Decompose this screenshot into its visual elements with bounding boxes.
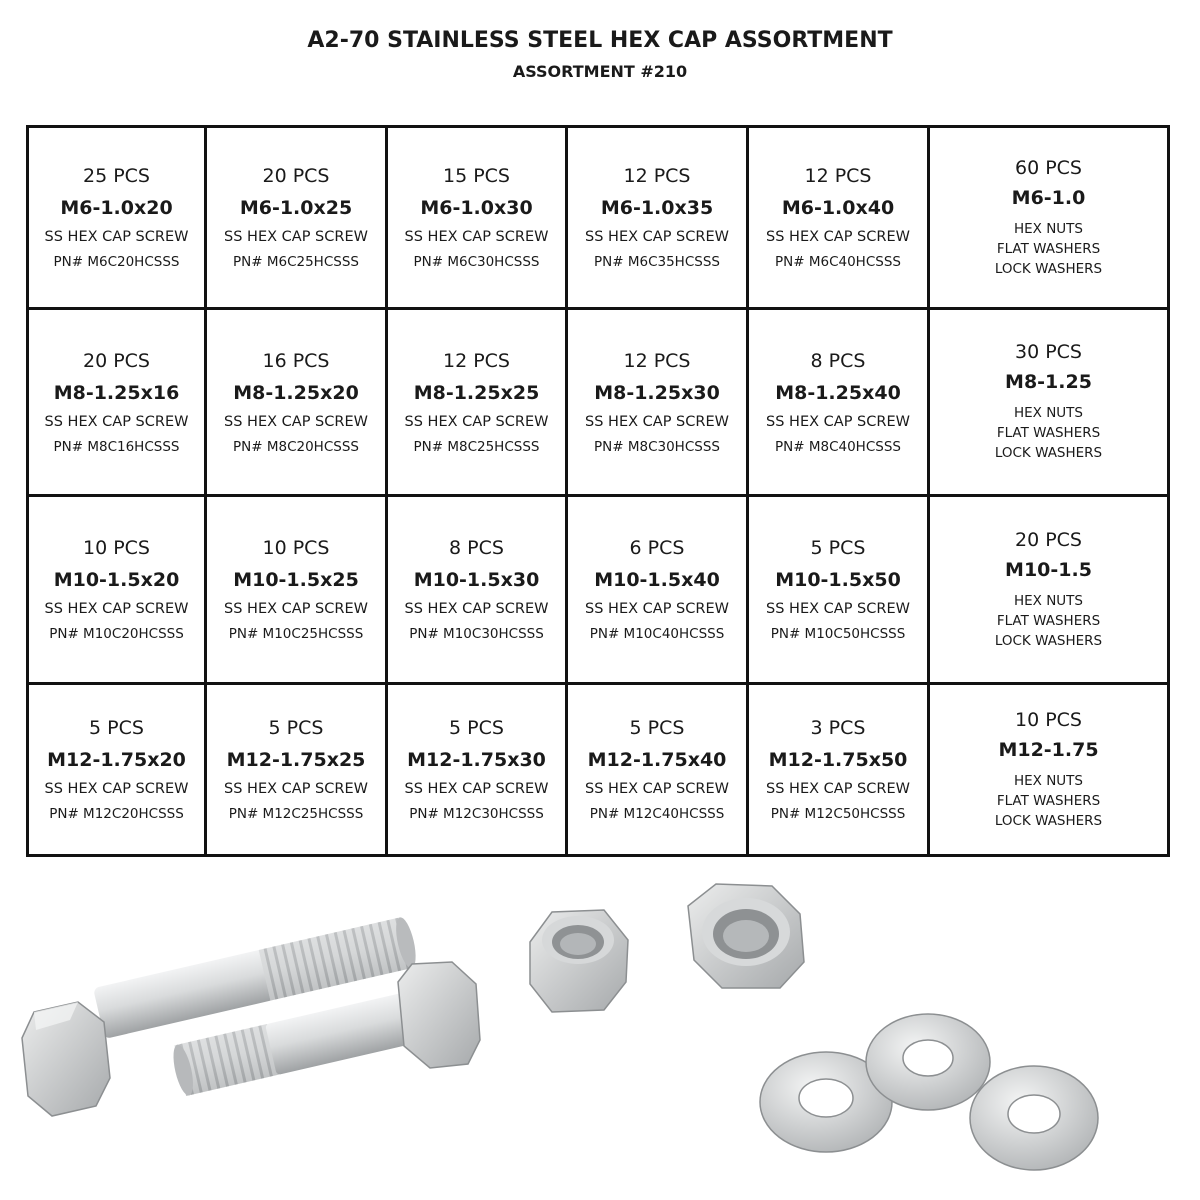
screw-cell xyxy=(568,497,746,682)
part-number-label: PN# M10C20HCSSS xyxy=(49,626,184,642)
hardware-line: HEX NUTS xyxy=(1013,592,1084,609)
flat-washer-icon xyxy=(970,1066,1098,1170)
quantity-label: 12 PCS xyxy=(623,349,691,372)
size-label: M6-1.0x25 xyxy=(239,197,353,219)
description-label: SS HEX CAP SCREW xyxy=(766,413,910,430)
quantity-label: 20 PCS xyxy=(262,165,330,187)
size-label: M10-1.5x25 xyxy=(233,569,359,591)
size-label: M10-1.5x20 xyxy=(53,569,180,591)
part-number-label: PN# M6C30HCSSS xyxy=(413,254,540,270)
hardware-cell xyxy=(930,685,1167,854)
hardware-line: FLAT WASHERS xyxy=(996,425,1101,441)
screw-cell xyxy=(29,497,204,682)
description-label: SS HEX CAP SCREW xyxy=(766,781,910,797)
description-label: SS HEX CAP SCREW xyxy=(224,601,368,617)
description-label: SS HEX CAP SCREW xyxy=(44,601,189,617)
part-number-label: PN# M12C50HCSSS xyxy=(770,806,906,822)
description-label: SS HEX CAP SCREW xyxy=(44,229,189,245)
screw-cell xyxy=(29,685,204,854)
part-number-label: PN# M12C40HCSSS xyxy=(589,806,725,822)
hardware-line: HEX NUTS xyxy=(1013,220,1084,237)
description-label: SS HEX CAP SCREW xyxy=(224,781,368,797)
screw-cell xyxy=(568,128,746,307)
quantity-label: 20 PCS xyxy=(82,349,150,372)
screw-cell xyxy=(568,310,746,494)
quantity-label: 16 PCS xyxy=(262,349,330,372)
part-number-label: PN# M6C25HCSSS xyxy=(233,254,359,270)
quantity-label: 5 PCS xyxy=(449,717,504,739)
quantity-label: 12 PCS xyxy=(623,165,691,187)
description-label: SS HEX CAP SCREW xyxy=(404,601,549,617)
hardware-line: HEX NUTS xyxy=(1013,405,1084,421)
part-number-label: PN# M12C25HCSSS xyxy=(228,806,364,822)
description-label: SS HEX CAP SCREW xyxy=(766,601,910,617)
screw-cell xyxy=(388,685,565,854)
hex-nut-icon xyxy=(530,910,628,1012)
hardware-cell xyxy=(930,497,1167,682)
hardware-line: HEX NUTS xyxy=(1013,772,1084,789)
quantity-label: 6 PCS xyxy=(629,537,685,559)
hardware-line: LOCK WASHERS xyxy=(994,260,1103,277)
quantity-label: 25 PCS xyxy=(82,165,150,187)
hex-nut-icon xyxy=(688,884,804,988)
description-label: SS HEX CAP SCREW xyxy=(404,229,549,245)
quantity-label: 60 PCS xyxy=(1014,156,1082,179)
hardware-line: LOCK WASHERS xyxy=(994,632,1103,649)
quantity-label: 5 PCS xyxy=(268,717,324,739)
hardware-line: LOCK WASHERS xyxy=(994,812,1103,829)
description-label: SS HEX CAP SCREW xyxy=(585,413,729,430)
description-label: SS HEX CAP SCREW xyxy=(224,229,368,245)
size-label: M8-1.25 xyxy=(1005,371,1092,393)
quantity-label: 20 PCS xyxy=(1014,528,1082,551)
part-number-label: PN# M6C35HCSSS xyxy=(594,254,720,270)
page-title: A2-70 STAINLESS STEEL HEX CAP ASSORTMENT xyxy=(307,28,893,53)
part-number-label: PN# M6C40HCSSS xyxy=(775,254,901,270)
screw-cell xyxy=(749,310,927,494)
hardware-line: FLAT WASHERS xyxy=(996,240,1101,257)
product-photo xyxy=(0,870,1200,1200)
hardware-cell xyxy=(930,128,1167,307)
size-label: M12-1.75x50 xyxy=(768,749,908,771)
part-number-label: PN# M6C20HCSSS xyxy=(53,254,180,270)
screw-cell xyxy=(29,310,204,494)
screw-cell xyxy=(749,685,927,854)
size-label: M6-1.0x20 xyxy=(60,197,173,219)
quantity-label: 8 PCS xyxy=(449,537,504,559)
quantity-label: 15 PCS xyxy=(442,165,510,187)
quantity-label: 10 PCS xyxy=(1014,708,1082,731)
size-label: M8-1.25x40 xyxy=(775,381,901,404)
size-label: M10-1.5x40 xyxy=(594,569,720,591)
description-label: SS HEX CAP SCREW xyxy=(44,413,189,430)
description-label: SS HEX CAP SCREW xyxy=(224,413,368,430)
size-label: M10-1.5 xyxy=(1005,558,1092,581)
screw-cell xyxy=(388,128,565,307)
quantity-label: 3 PCS xyxy=(810,717,866,739)
quantity-label: 10 PCS xyxy=(262,537,330,559)
size-label: M12-1.75x25 xyxy=(226,749,366,771)
screw-cell xyxy=(29,128,204,307)
description-label: SS HEX CAP SCREW xyxy=(44,781,189,797)
description-label: SS HEX CAP SCREW xyxy=(404,781,549,797)
description-label: SS HEX CAP SCREW xyxy=(585,781,729,797)
size-label: M12-1.75 xyxy=(998,738,1099,761)
description-label: SS HEX CAP SCREW xyxy=(404,413,549,430)
size-label: M12-1.75x20 xyxy=(47,749,186,771)
screw-cell xyxy=(388,497,565,682)
hardware-line: FLAT WASHERS xyxy=(996,612,1101,629)
size-label: M6-1.0x30 xyxy=(420,197,533,219)
size-label: M8-1.25x30 xyxy=(594,381,720,404)
screw-cell xyxy=(749,497,927,682)
hardware-cell xyxy=(930,310,1167,494)
screw-cell xyxy=(207,685,385,854)
part-number-label: PN# M12C30HCSSS xyxy=(409,806,544,822)
part-number-label: PN# M8C30HCSSS xyxy=(594,438,720,455)
hardware-line: LOCK WASHERS xyxy=(994,445,1103,461)
part-number-label: PN# M8C25HCSSS xyxy=(413,438,540,455)
description-label: SS HEX CAP SCREW xyxy=(766,229,910,245)
screw-cell xyxy=(388,310,565,494)
quantity-label: 5 PCS xyxy=(629,717,685,739)
quantity-label: 30 PCS xyxy=(1014,341,1082,363)
quantity-label: 12 PCS xyxy=(442,349,510,372)
assortment-grid xyxy=(26,125,1170,857)
size-label: M8-1.25x25 xyxy=(413,381,540,404)
size-label: M12-1.75x30 xyxy=(407,749,546,771)
screw-cell xyxy=(207,310,385,494)
screw-cell xyxy=(207,128,385,307)
quantity-label: 12 PCS xyxy=(804,165,872,187)
description-label: SS HEX CAP SCREW xyxy=(585,601,729,617)
part-number-label: PN# M10C50HCSSS xyxy=(770,626,906,642)
size-label: M8-1.25x20 xyxy=(233,381,359,404)
size-label: M6-1.0x40 xyxy=(781,197,895,219)
size-label: M10-1.5x30 xyxy=(413,569,540,591)
screw-cell xyxy=(568,685,746,854)
part-number-label: PN# M10C30HCSSS xyxy=(409,626,544,642)
screw-cell xyxy=(207,497,385,682)
quantity-label: 5 PCS xyxy=(810,537,866,559)
quantity-label: 10 PCS xyxy=(82,537,150,559)
size-label: M6-1.0 xyxy=(1011,186,1086,209)
description-label: SS HEX CAP SCREW xyxy=(585,229,729,245)
hardware-line: FLAT WASHERS xyxy=(996,792,1101,809)
quantity-label: 5 PCS xyxy=(89,717,144,739)
quantity-label: 8 PCS xyxy=(810,349,866,372)
size-label: M10-1.5x50 xyxy=(775,569,901,591)
screw-cell xyxy=(749,128,927,307)
size-label: M12-1.75x40 xyxy=(587,749,727,771)
part-number-label: PN# M10C40HCSSS xyxy=(589,626,725,642)
part-number-label: PN# M12C20HCSSS xyxy=(49,806,184,822)
part-number-label: PN# M8C16HCSSS xyxy=(53,438,180,455)
page-subtitle: ASSORTMENT #210 xyxy=(512,62,688,81)
flat-washer-icon xyxy=(866,1014,990,1110)
part-number-label: PN# M8C40HCSSS xyxy=(775,438,901,455)
size-label: M6-1.0x35 xyxy=(600,197,714,219)
size-label: M8-1.25x16 xyxy=(53,381,180,404)
part-number-label: PN# M10C25HCSSS xyxy=(228,626,364,642)
part-number-label: PN# M8C20HCSSS xyxy=(233,438,359,455)
